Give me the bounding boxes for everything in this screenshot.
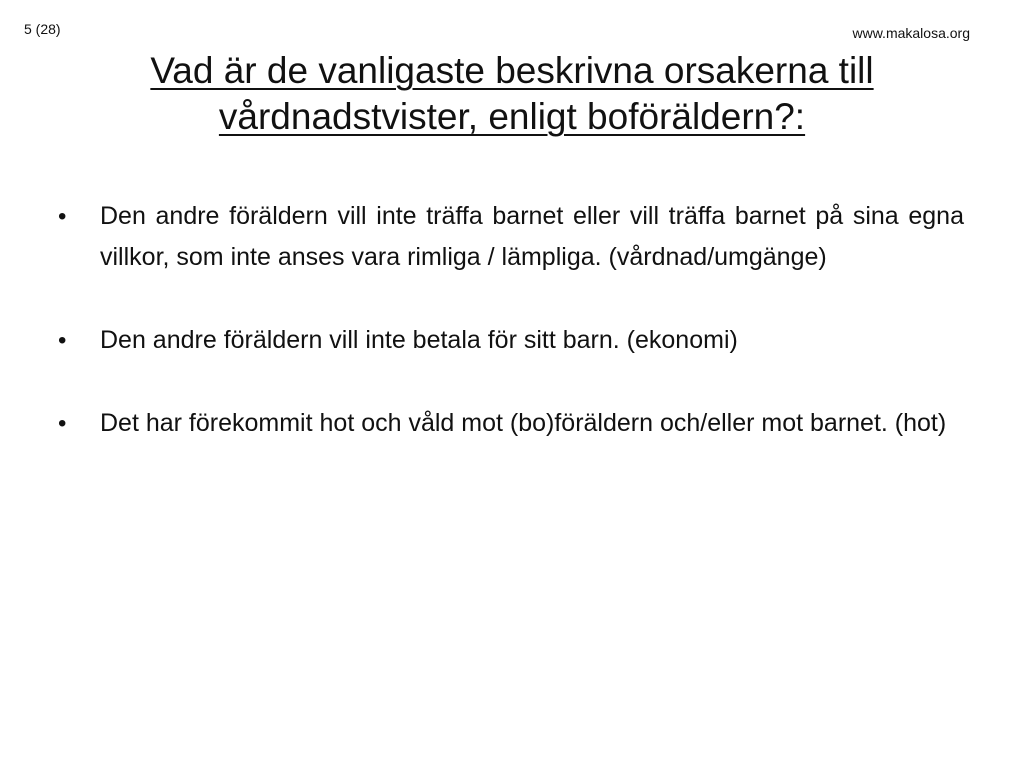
bullet-icon: • bbox=[58, 203, 67, 230]
bullet-text: Det har förekommit hot och våld mot (bo)föräldern och/eller mot barnet. (hot) bbox=[100, 409, 947, 437]
slide-title: Vad är de vanligaste beskrivna orsakerna till vårdnadstvister, enligt boföräldern?: bbox=[150, 50, 874, 137]
bullet-list bbox=[58, 196, 964, 486]
bullet-item bbox=[58, 196, 964, 278]
bullet-icon: • bbox=[58, 410, 67, 437]
bullet-item bbox=[58, 403, 964, 444]
site-url: www.makalosa.org bbox=[852, 25, 970, 41]
bullet-text: Den andre föräldern vill inte betala för sitt barn. (ekonomi) bbox=[100, 326, 738, 354]
page-counter: 5 (28) bbox=[24, 21, 61, 37]
bullet-text: Den andre föräldern vill inte träffa barnet eller vill träffa barnet på sina egna villkor, som inte anses vara rimliga / lämpliga. (vårdnad/umgänge) bbox=[100, 202, 964, 271]
bullet-icon: • bbox=[58, 327, 67, 354]
bullet-item bbox=[58, 320, 964, 361]
